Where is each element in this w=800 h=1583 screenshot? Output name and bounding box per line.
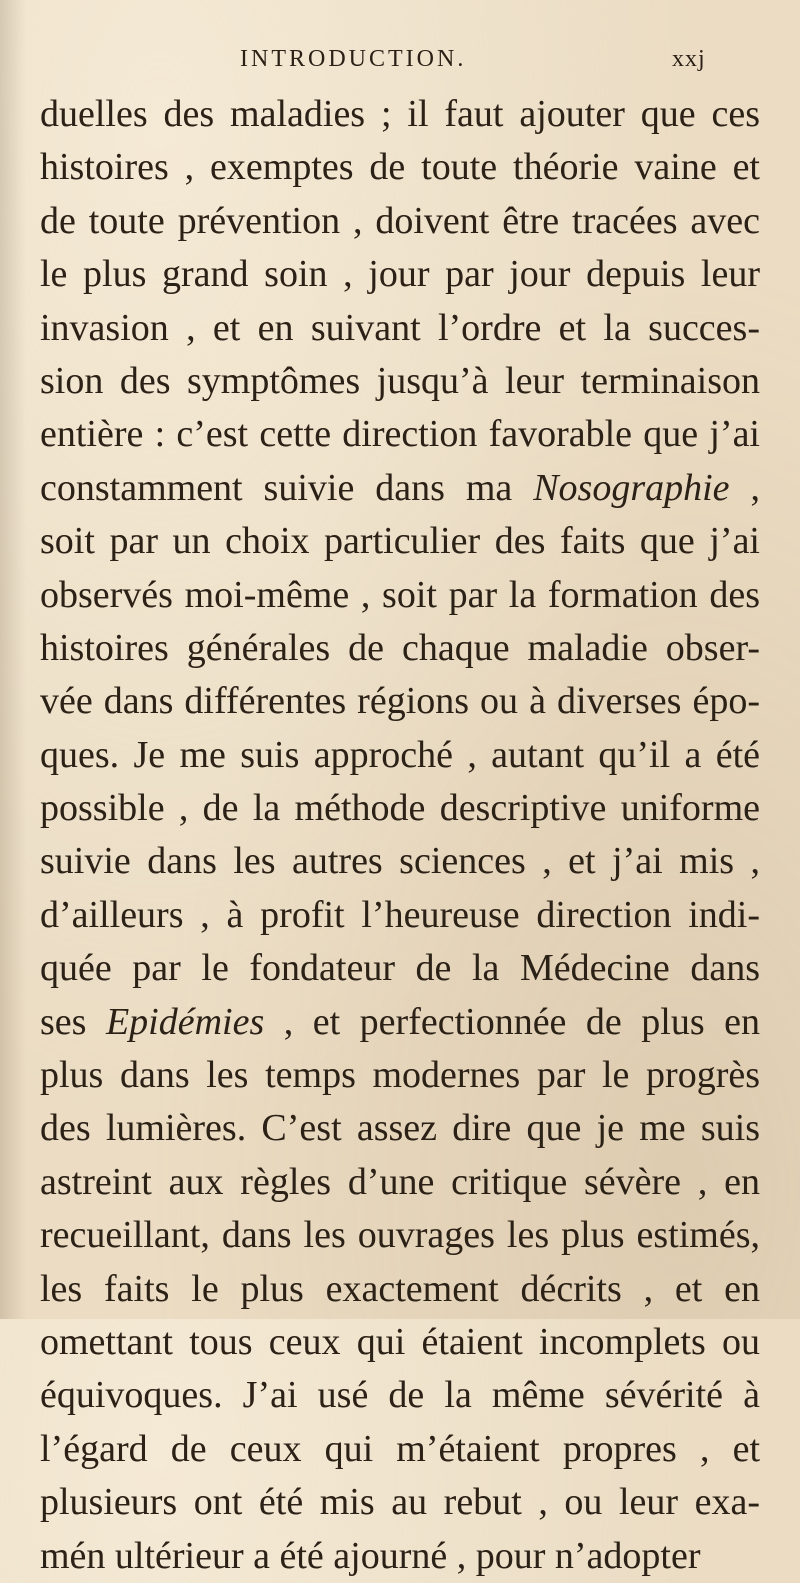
- text-line: astreint aux règles d’une critique sévère , en: [40, 1160, 760, 1203]
- body-text: [40, 88, 760, 1583]
- running-head: INTRODUCTION.: [240, 46, 467, 72]
- italic-title-epidemies: Epidémies: [105, 1000, 265, 1043]
- text-line: duelles des maladies ; il faut ajouter que ces: [40, 93, 760, 135]
- text-line: des lumières. C’est assez dire que je me suis: [40, 1107, 760, 1150]
- text-segment: ses: [40, 1000, 106, 1043]
- text-line: recueillant, dans les ouvrages les plus estimés,: [40, 1214, 760, 1257]
- text-line: le plus grand soin , jour par jour depuis leur: [40, 253, 760, 296]
- text-line-with-italic: [40, 996, 760, 1049]
- text-line: équivoques. J’ai usé de la même sévérité à: [40, 1374, 760, 1417]
- text-line: histoires générales de chaque maladie obser-: [40, 626, 760, 669]
- text-line: sion des symptômes jusqu’à leur terminaison: [40, 359, 760, 402]
- text-line: omettant tous ceux qui étaient incomplets ou: [40, 1320, 760, 1363]
- text-line: de toute prévention , doivent être tracées avec: [40, 199, 760, 242]
- text-line: ques. Je me suis approché , autant qu’il a été: [40, 733, 760, 776]
- text-line: invasion , et en suivant l’ordre et la succes-: [40, 306, 760, 349]
- text-line: plus dans les temps modernes par le progrès: [40, 1054, 760, 1097]
- text-line: soit par un choix particulier des faits que j’ai: [40, 520, 760, 563]
- italic-title-nosographie: Nosographie: [533, 466, 730, 509]
- text-line: histoires , exemptes de toute théorie vaine et: [40, 146, 760, 189]
- text-segment: constamment suivie dans ma: [40, 466, 534, 509]
- page-number: xxj: [672, 46, 706, 72]
- text-line: vée dans différentes régions ou à diverses épo-: [40, 680, 760, 723]
- text-segment: ,: [729, 466, 760, 509]
- text-line: l’égard de ceux qui m’étaient propres , et: [40, 1427, 760, 1470]
- text-line: entière : c’est cette direction favorable que j’ai: [40, 413, 760, 456]
- text-line: suivie dans les autres sciences , et j’ai mis ,: [40, 840, 760, 883]
- text-line: observés moi-même , soit par la formation des: [40, 573, 760, 616]
- text-line-with-italic: [40, 462, 760, 515]
- text-line: quée par le fondateur de la Médecine dans: [40, 947, 760, 990]
- text-line: plusieurs ont été mis au rebut , ou leur exa-: [40, 1481, 760, 1524]
- page-header: [0, 38, 800, 78]
- text-line: d’ailleurs , à profit l’heureuse direction indi-: [40, 893, 760, 936]
- text-line: les faits le plus exactement décrits , et en: [40, 1267, 760, 1310]
- text-segment: , et perfectionnée de plus en: [264, 1000, 760, 1043]
- text-line: possible , de la méthode descriptive uniforme: [40, 787, 760, 830]
- text-line: mén ultérieur a été ajourné , pour n’adopter: [40, 1534, 701, 1577]
- page-gutter-shadow: [0, 0, 26, 1319]
